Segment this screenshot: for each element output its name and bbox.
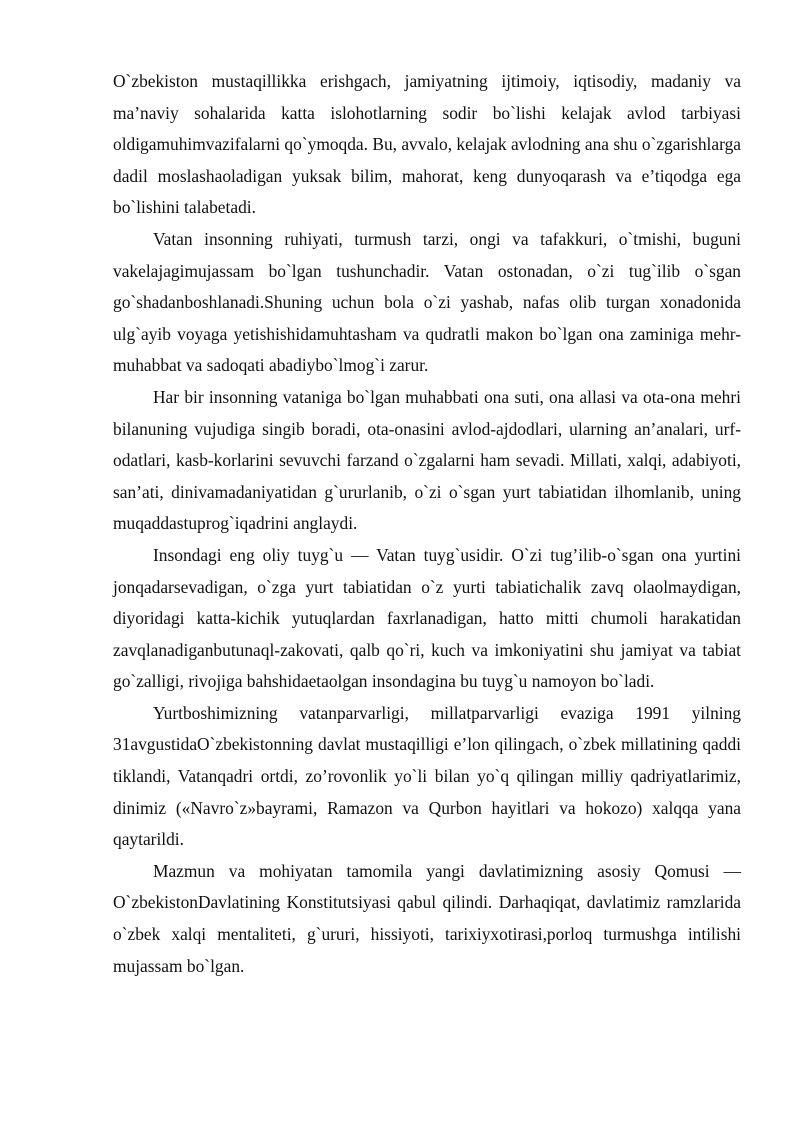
paragraph-6: Mazmun va mohiyatan tamomila yangi davlatimizning asosiy Qomusi — O`zbekistonDavlatining Konstitutsiyasi qabul qilindi. Darhaqiqat, davlatimiz ramzlarida o`zbek xalqi mentaliteti, g`ururi, hissiyoti, tarixiyxotirasi,porloq turmushga intilishi mujassam bo`lgan. xyxy=(113,860,741,976)
paragraph-4: Insondagi eng oliy tuyg`u — Vatan tuyg`usidir. O`zi tug’ilib-o`sgan ona yurtini jonqadarsevadigan, o`zga yurt tabiatidan o`z yurti tabiatichalik zavq olaolmaydigan, diyoridagi katta-kichik yutuqlardan faxrlanadigan, hatto mitti chumoli harakatidan zavqlanadiganbutunaql-zakovati, qalb qo`ri, kuch va imkoniyatini shu jamiyat va tabiat go`zalligi, rivojiga bahshidaetaolgan insondagina bu tuyg`u namoyon bo`ladi. xyxy=(113,544,741,692)
paragraph-2: Vatan insonning ruhiyati, turmush tarzi, ongi va tafakkuri, o`tmishi, buguni vakelajagimujassam bo`lgan tushunchadir. Vatan ostonadan, o`zi tug`ilib o`sgan go`shadanboshlanadi.Shuning uchun bola o`zi yashab, nafas olib turgan xonadonida ulg`ayib voyaga yetishishidamuhtasham va qudratli makon bo`lgan ona zaminiga mehr-muhabbat va sadoqati abadiybo`lmog`i zarur. xyxy=(113,228,741,376)
paragraph-5: Yurtboshimizning vatanparvarligi, millatparvarligi evaziga 1991 yilning 31avgustidaO`zbekistonning davlat mustaqilligi e’lon qilingach, o`zbek millatining qaddi tiklandi, Vatanqadri ortdi, zo’rovonlik yo`li bilan yo`q qilingan milliy qadriyatlarimiz, dinimiz («Navro`z»bayrami, Ramazon va Qurbon hayitlari va hokozo) xalqqa yana qaytarildi. xyxy=(113,702,741,850)
paragraph-1: O`zbekiston mustaqillikka erishgach, jamiyatning ijtimoiy, iqtisodiy, madaniy va ma’naviy sohalarida katta islohotlarning sodir bo`lishi kelajak avlod tarbiyasi oldigamuhimvazifalarni qo`ymoqda. Bu, avvalo, kelajak avlodning ana shu o`zgarishlarga dadil moslashaoladigan yuksak bilim, mahorat, keng dunyoqarash va e’tiqodga ega bo`lishini talabetadi. xyxy=(113,71,741,218)
document-page xyxy=(113,66,741,982)
paragraph-3: Har bir insonning vataniga bo`lgan muhabbati ona suti, ona allasi va ota-ona mehri bilanuning vujudiga singib boradi, ota-onasini avlod-ajdodlari, ularning an’analari, urf-odatlari, kasb-korlarini sevuvchi farzand o`zgalarni ham sevadi. Millati, xalqi, adabiyoti, san’ati, dinivamadaniyatidan g`ururlanib, o`zi o`sgan yurt tabiatidan ilhomlanib, uning muqaddastuprog`iqadrini anglaydi. xyxy=(113,386,741,534)
